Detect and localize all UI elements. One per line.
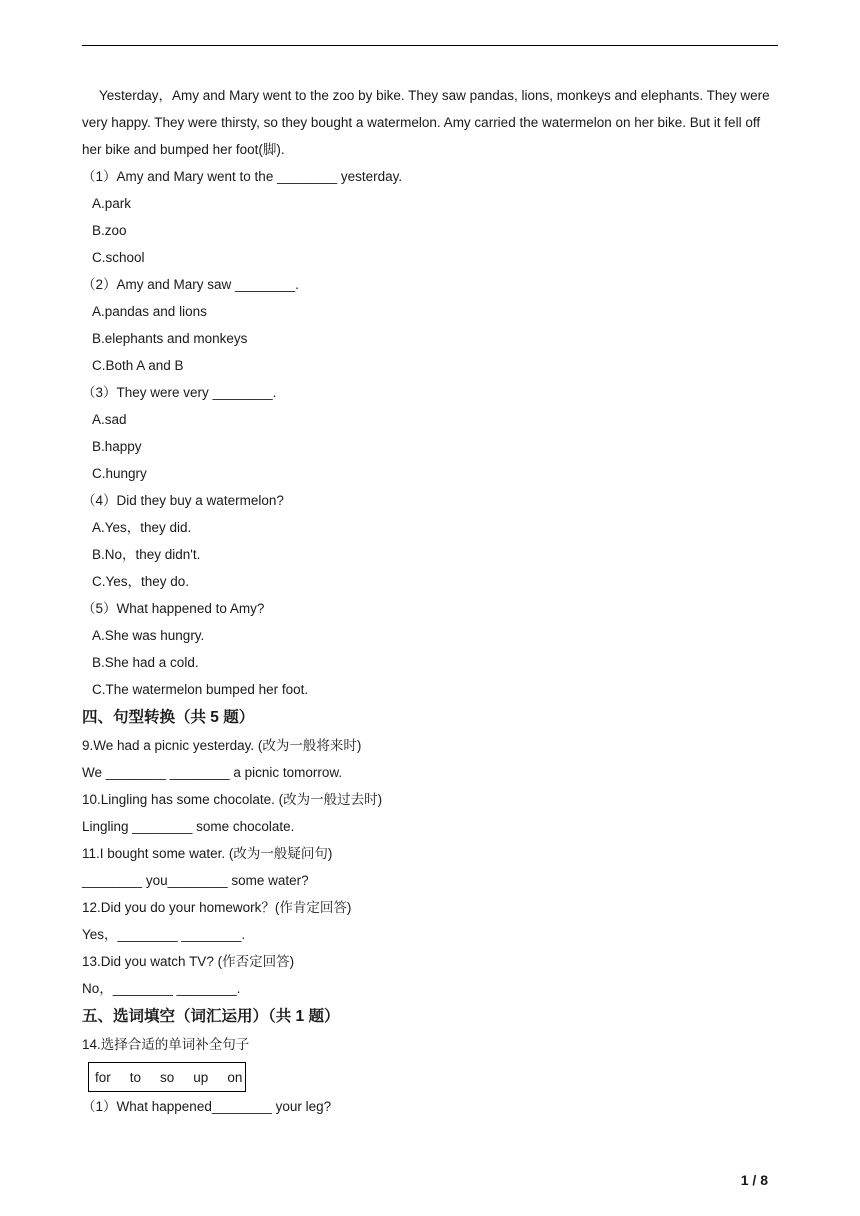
exercise-answer-line: ________ you________ some water? bbox=[82, 873, 309, 888]
option-a: A.She was hungry. bbox=[92, 628, 205, 643]
exercise-answer-line: Lingling ________ some chocolate. bbox=[82, 819, 295, 834]
word-bank-word: to bbox=[129, 1069, 142, 1085]
option-a: A.park bbox=[92, 196, 132, 211]
word-bank-word: on bbox=[227, 1069, 243, 1085]
option-b: B.No，they didn't. bbox=[92, 547, 201, 562]
question-text: （2）Amy and Mary saw ________. bbox=[82, 277, 299, 292]
section-5-instruction: 14.选择合适的单词补全句子 bbox=[82, 1037, 250, 1052]
reading-passage: Yesterday，Amy and Mary went to the zoo by bike. They saw pandas, lions, monkeys and elephants. They were very happy. They were thirsty, so they bought a watermelon. Amy carried the watermelon on her bike. But it fell off her bike and bumped her foot(脚). bbox=[82, 88, 770, 157]
option-b: B.She had a cold. bbox=[92, 655, 199, 670]
section-5-title: 五、选词填空（词汇运用）（共 1 题） bbox=[82, 1008, 340, 1025]
question-2 bbox=[82, 271, 778, 379]
word-bank-word: so bbox=[160, 1069, 175, 1085]
question-text: （1）Amy and Mary went to the ________ yesterday. bbox=[82, 169, 403, 184]
exercise-question: 10.Lingling has some chocolate. (改为一般过去时) bbox=[82, 792, 383, 807]
option-c: C.The watermelon bumped her foot. bbox=[92, 682, 309, 697]
option-c: C.hungry bbox=[92, 466, 147, 481]
option-b: B.zoo bbox=[92, 223, 127, 238]
exercise-answer-line: No，________ ________. bbox=[82, 981, 241, 996]
option-c: C.school bbox=[92, 250, 145, 265]
question-3 bbox=[82, 379, 778, 487]
exercise-answer-line: We ________ ________ a picnic tomorrow. bbox=[82, 765, 343, 780]
section-5-question-1: （1）What happened________ your leg? bbox=[82, 1099, 332, 1114]
option-a: A.pandas and lions bbox=[92, 304, 207, 319]
exercise-question: 13.Did you watch TV? (作否定回答) bbox=[82, 954, 295, 969]
word-bank-word: up bbox=[193, 1069, 209, 1085]
question-4 bbox=[82, 487, 778, 595]
question-text: （3）They were very ________. bbox=[82, 385, 277, 400]
page-number: 1 / 8 bbox=[740, 1172, 768, 1188]
exercise-question: 9.We had a picnic yesterday. (改为一般将来时) bbox=[82, 738, 362, 753]
exercise-question: 11.I bought some water. (改为一般疑问句) bbox=[82, 846, 333, 861]
question-1 bbox=[82, 163, 778, 271]
section-4-title: 四、句型转换（共 5 题） bbox=[82, 709, 255, 726]
word-bank-box bbox=[88, 1062, 246, 1092]
option-a: A.sad bbox=[92, 412, 127, 427]
section-4-items bbox=[82, 732, 778, 1002]
exercise-question: 12.Did you do your homework？(作肯定回答) bbox=[82, 900, 352, 915]
header-rule bbox=[82, 45, 778, 46]
word-bank-word: for bbox=[95, 1069, 111, 1085]
exercise-answer-line: Yes，________ ________. bbox=[82, 927, 246, 942]
question-text: （4）Did they buy a watermelon? bbox=[82, 493, 284, 508]
option-b: B.elephants and monkeys bbox=[92, 331, 248, 346]
question-text: （5）What happened to Amy? bbox=[82, 601, 265, 616]
option-b: B.happy bbox=[92, 439, 142, 454]
option-c: C.Both A and B bbox=[92, 358, 184, 373]
option-a: A.Yes，they did. bbox=[92, 520, 192, 535]
page-content bbox=[82, 82, 778, 1120]
question-5 bbox=[82, 595, 778, 703]
option-c: C.Yes，they do. bbox=[92, 574, 190, 589]
